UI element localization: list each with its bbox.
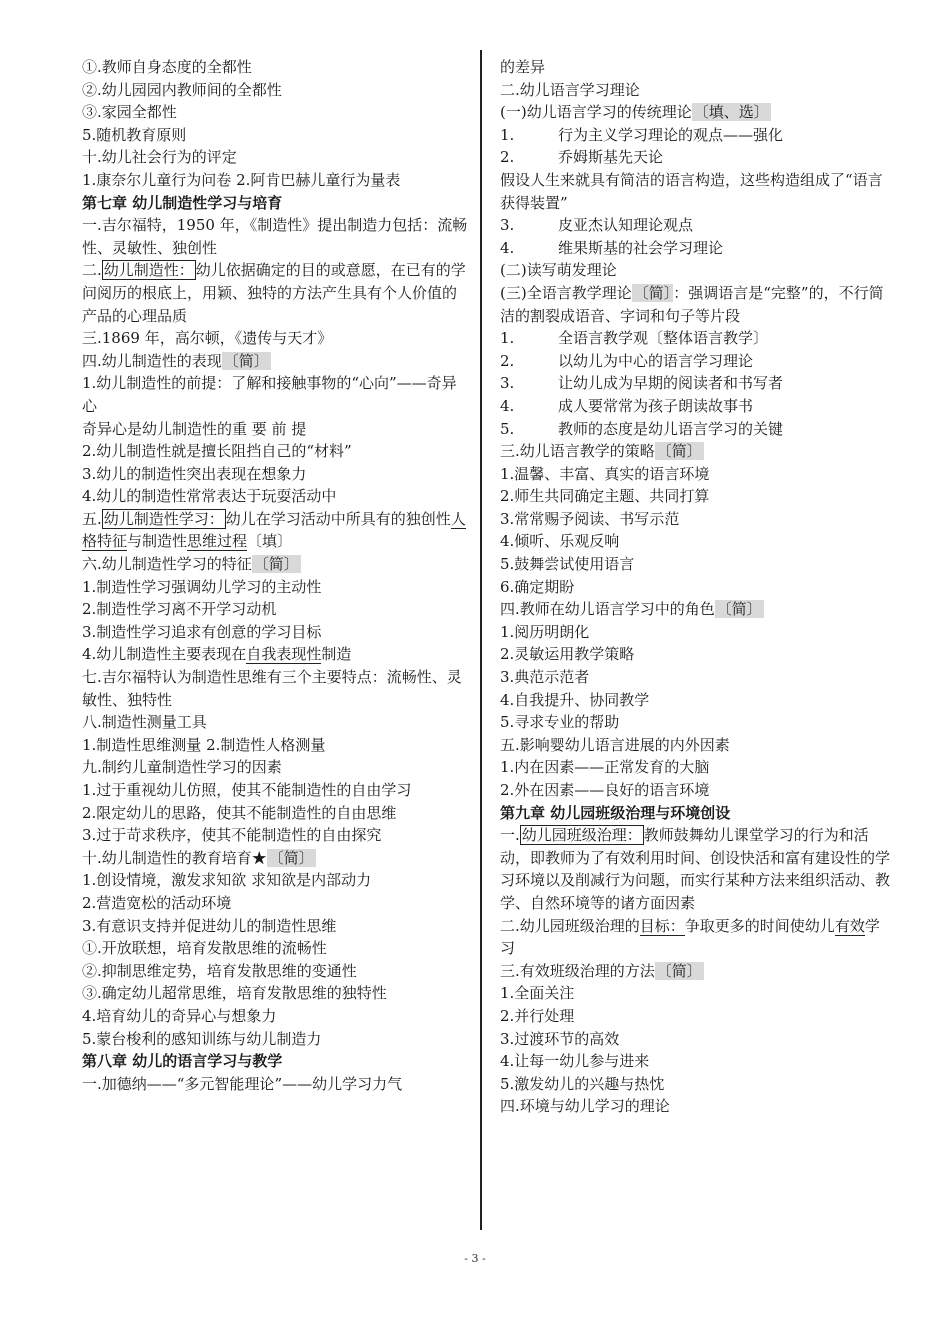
section-heading [82,350,470,373]
definition-text: 与制造性 [127,532,188,551]
text-line: 5.随机教育原则 [82,125,187,144]
item-text: 全语言教学观〔整体语言教学〕 [558,329,769,348]
line-text: 4.幼儿制造性主要表现在 [82,645,247,664]
item-number: 1. [500,125,515,144]
item-text: 乔姆斯基先天论 [558,148,664,167]
text-line: 3.常常赐予阅读、书写示范 [500,509,680,528]
text-line: 奇异心是幼儿制造性的重 要 前 提 [82,419,307,438]
definition-text: ：强调语言是“完整”的，不行简洁的割裂成语音、字词和句子等片段 [500,283,884,325]
underlined-term: 自我表现性 [246,645,322,664]
heading-text: (一)幼儿语言学习的传统理论 [500,103,692,122]
page-number: - 3 - [464,1252,486,1265]
definition [82,259,470,327]
text-line: 2.营造宽松的活动环境 [82,893,232,912]
definition-text: 幼儿在学习活动中所具有的独创性 [225,509,451,528]
chapter-heading: 第九章 幼儿园班级治理与环境创设 [500,803,731,822]
underlined-term: 思维过程 [187,532,248,551]
section-heading: 五.影响婴幼儿语言进展的内外因素 [500,735,730,754]
text-line: 3.制造性学习追求有创意的学习目标 [82,622,322,641]
text-line: 1.制造性思维测量 2.制造性人格测量 [82,735,326,754]
text-line: 6.确定期盼 [500,577,575,596]
text-line [82,643,470,666]
question-type-tag: 〔简〕 [716,600,762,619]
column-divider [480,50,482,1230]
text-line: 3.幼儿的制造性突出表现在想象力 [82,464,307,483]
section-heading [82,553,470,576]
question-type-tag: 〔简〕 [223,351,269,370]
heading-text: 四.教师在幼儿语言学习中的角色 [500,600,715,619]
question-type-tag: 〔填、选〕 [693,103,769,122]
text-line: 3.过于苛求秩序，使其不能制造性的自由探究 [82,826,382,845]
section-heading [82,847,470,870]
definition-text: 幼儿依据确定的目的或意愿，在已有的学问阅历的根底上，用颖、独特的方法产生具有个人价值的产品的心理品质 [82,261,466,325]
question-type-tag: 〔简〕 [268,848,314,867]
item-text: 皮亚杰认知理论观点 [558,216,694,235]
list-item [500,146,892,169]
text-line: 4.让每一幼儿参与进来 [500,1052,650,1071]
text-line: 1.康奈尔儿童行为问卷 2.阿肯巴赫儿童行为量表 [82,170,401,189]
text-line: ③.家园全都性 [82,103,177,122]
chapter-heading: 第八章 幼儿的语言学习与教学 [82,1052,283,1071]
underlined-term: 有效 [834,916,865,935]
text-line: 3.过渡环节的高效 [500,1029,620,1048]
text-line: ②.抑制思维定势，培育发散思维的变通性 [82,961,357,980]
text-line: 3.典范示范者 [500,668,590,687]
item-number: 4. [500,238,515,257]
text-line: 2.外在因素——良好的语言环境 [500,781,710,799]
section-heading [500,960,892,983]
list-item [500,214,892,237]
line-text: 制造 [321,645,352,664]
item-number: 五. [82,509,102,528]
definition-text: 争取更多的时间使幼儿 [684,916,835,935]
section-heading: 八.制造性测量工具 [82,713,207,732]
item-text: 让幼儿成为早期的阅读者和书写者 [558,374,784,393]
list-item [500,350,892,373]
question-type-tag: 〔填〕 [247,532,293,551]
text-line: 5.激发幼儿的兴趣与热忱 [500,1074,665,1093]
right-column [500,56,892,1118]
text-line: 一.加德纳——“多元智能理论”——幼儿学习力气 [82,1074,403,1093]
item-number: 一. [500,826,520,845]
text-line: 三.1869 年，高尔顿，《遗传与天才》 [82,329,333,348]
text-line: 5.寻求专业的帮助 [500,713,620,732]
list-item [500,124,892,147]
item-number: 4. [500,396,515,415]
text-line: 2.幼儿制造性就是擅长阻挡自己的“材料” [82,442,352,461]
list-item [500,418,892,441]
text-line: 1.阅历明朗化 [500,622,590,641]
text-line: ②.幼儿园园内教师间的全都性 [82,80,282,99]
text-line: 1.内在因素——正常发育的大脑 [500,758,710,777]
section-heading: 九.制约儿童制造性学习的因素 [82,758,282,777]
text-line: ③.确定幼儿超常思维，培育发散思维的独特性 [82,984,387,1003]
section-heading: 四.环境与幼儿学习的理论 [500,1097,670,1116]
text-line: 1.创设情境，激发求知欲 求知欲是内部动力 [82,871,372,890]
section-heading [500,101,892,124]
text-line: 1.温馨、丰富、真实的语言环境 [500,464,710,483]
section-heading: 二.幼儿语言学习理论 [500,80,640,99]
text-line: 1.制造性学习强调幼儿学习的主动性 [82,577,322,596]
heading-text: 三.有效班级治理的方法 [500,961,655,980]
text-line: 1.过于重视幼儿仿照，使其不能制造性的自由学习 [82,781,412,799]
term-box: 幼儿制造性学习： [103,509,224,528]
text-line: ①.教师自身态度的全都性 [82,58,252,76]
term-box: 幼儿园班级治理： [521,826,642,845]
definition [500,282,892,327]
list-item [500,395,892,418]
chapter-heading: 第七章 幼儿制造性学习与培育 [82,193,283,212]
heading-text: 三.幼儿语言教学的策略 [500,442,655,461]
heading-text: 二.幼儿园班级治理的 [500,916,640,935]
text-line: 5.蒙台梭利的感知训练与幼儿制造力 [82,1029,322,1048]
text-line: 一.吉尔福特，1950 年，《制造性》提出制造力包括：流畅性、灵敏性、独创性 [82,216,468,257]
item-number: 1. [500,329,515,348]
text-line: 七.吉尔福特认为制造性思维有三个主要特点：流畅性、灵敏性、独特性 [82,668,462,709]
definition-text: 学习 [500,916,880,958]
item-text: 教师的态度是幼儿语言学习的关键 [558,419,784,438]
section-heading: (二)读写萌发理论 [500,261,617,280]
left-column [82,56,470,1095]
text-line: 4.培育幼儿的奇异心与想象力 [82,1006,277,1025]
item-text: 以幼儿为中心的语言学习理论 [558,351,754,370]
text-line: 3.有意识支持并促进幼儿的制造性思维 [82,916,337,935]
question-type-tag: 〔简〕 [253,555,299,574]
text-line: 4.倾听、乐观反响 [500,532,620,551]
item-text: 行为主义学习理论的观点——强化 [558,125,784,144]
list-item [500,327,892,350]
underlined-term: 目标： [639,916,685,935]
item-number: 二. [82,261,102,280]
item-number: 5. [500,419,515,438]
item-text: 维果斯基的社会学习理论 [558,238,724,257]
question-type-tag: 〔简〕 [656,442,702,461]
text-line: 2.灵敏运用教学策略 [500,645,635,664]
text-line: 4.自我提升、协同教学 [500,690,650,709]
text-line: 2.师生共同确定主题、共同打算 [500,487,710,506]
question-type-tag: 〔简〕 [656,961,702,980]
heading-text: 十.幼儿制造性的教育培育★ [82,848,267,867]
text-line: 假设人生来就具有简洁的语言构造，这些构造组成了“语言获得装置” [500,170,883,212]
definition [500,915,892,960]
underlined-term: 人格特征 [82,509,466,551]
text-line: 2.制造性学习离不开学习动机 [82,600,277,619]
term-box: 幼儿制造性： [103,261,194,280]
heading-text: (三)全语言教学理论 [500,283,632,302]
item-number: 3. [500,374,515,393]
item-number: 2. [500,148,515,167]
text-line: ①.开放联想，培育发散思维的流畅性 [82,939,327,958]
list-item [500,372,892,395]
definition [82,508,470,553]
item-number: 2. [500,351,515,370]
text-line: 2.并行处理 [500,1006,575,1025]
question-type-tag: 〔简〕 [633,283,672,302]
definition-text: 教师鼓舞幼儿课堂学习的行为和活动，即教师为了有效利用时间、创设快活和富有建设性的学习环境以及削减行为问题，而实行某种方法来组织活动、教学、自然环境等的诸方面因素 [500,826,891,912]
definition [500,824,892,914]
text-line: 1.全面关注 [500,984,575,1003]
section-heading [500,440,892,463]
section-heading: 十.幼儿社会行为的评定 [82,148,237,167]
text-line: 2.限定幼儿的思路，使其不能制造性的自由思维 [82,803,397,822]
heading-text: 四.幼儿制造性的表现 [82,351,222,370]
item-number: 3. [500,216,515,235]
text-line: 5.鼓舞尝试使用语言 [500,555,635,574]
item-text: 成人要常常为孩子朗读故事书 [558,396,754,415]
text-line: 的差异 [500,58,546,76]
list-item [500,237,892,260]
text-line: 4.幼儿的制造性常常表达于玩耍活动中 [82,487,337,506]
heading-text: 六.幼儿制造性学习的特征 [82,555,252,574]
section-heading [500,598,892,621]
text-line: 1.幼儿制造性的前提：了解和接触事物的“心向”——奇异心 [82,374,457,415]
